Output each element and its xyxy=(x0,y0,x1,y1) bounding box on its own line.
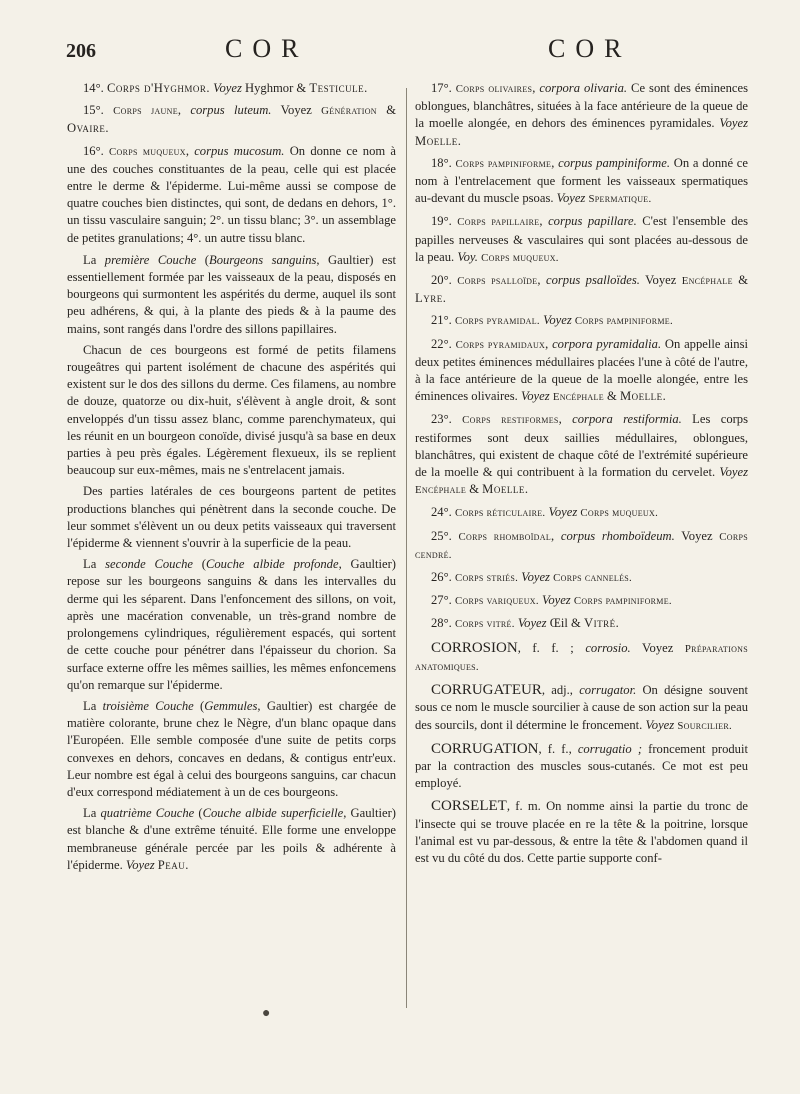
text-run: , xyxy=(185,143,195,158)
text-run: C'est l'ensemble des papilles nerveuses & vasculaires qui sont placées au-dessous de la peau. xyxy=(415,214,749,264)
text-run: , xyxy=(539,214,549,229)
paragraph xyxy=(67,556,396,694)
text-run: Couche albide superficielle xyxy=(202,806,344,821)
paragraph xyxy=(67,252,396,338)
text-run: 14°. xyxy=(83,81,107,95)
text-run: , xyxy=(177,103,191,118)
text-run: Corps d'Hyghmor. xyxy=(106,81,211,95)
text-run: 22°. xyxy=(431,336,456,351)
text-run: 19°. xyxy=(431,214,458,229)
text-run: Voyez xyxy=(213,81,242,95)
text-run: Corps pyramidaux xyxy=(455,338,546,351)
text-run: 25°. xyxy=(431,528,459,543)
text-run: Préparations anatomiques. xyxy=(415,642,748,673)
text-run: Corps papillaire xyxy=(457,216,540,229)
text-run: Voy. xyxy=(457,249,478,264)
text-run: CORROSION xyxy=(431,639,518,656)
numbered-entry xyxy=(415,615,748,633)
text-run: Corps olivaires xyxy=(455,83,533,95)
text-run: Corps striés. xyxy=(454,572,519,585)
text-run: Corps pampiniforme. xyxy=(574,315,673,328)
text-run: Corps pampiniforme. xyxy=(573,595,672,608)
text-run: , Gaultier) repose sur les bourgeons sanguins & dans les intervalles du derme qui les séparent. Dans l'enfoncement des sillons, on voit, après une macération convenable, un très-grand nombre de prolongemens cylindriques, régulièrement espacés, qui sortent de cette couche pour pénétrer dans l'épaisseur du chorion. Sa surface externe offre les mêmes saillies, les mêmes enfoncemens qu'on remarque sur l'épiderme. xyxy=(67,557,396,692)
text-run: Voyez xyxy=(556,191,586,206)
text-run: Moelle. xyxy=(415,133,462,148)
numbered-entry xyxy=(67,80,396,97)
text-run: Œil & xyxy=(546,616,584,631)
text-run: 20°. xyxy=(431,273,458,288)
text-run: corpus mucosum. xyxy=(194,143,285,158)
text-run: Gemmules xyxy=(204,698,258,713)
text-run: Couche albide profonde xyxy=(205,557,339,572)
numbered-entry xyxy=(67,102,396,137)
text-run: Encéphale xyxy=(415,484,467,497)
text-run: 18°. xyxy=(431,155,456,170)
text-run: CORSELET xyxy=(431,798,507,815)
paragraph xyxy=(67,342,396,480)
text-run: corpus rhomboïdeum. xyxy=(560,528,675,543)
text-run: Corps jaune xyxy=(113,105,178,118)
text-run: Corps muqueux xyxy=(109,145,186,158)
text-run: La xyxy=(83,806,101,821)
text-run: Corps pyramidal. xyxy=(454,315,540,328)
text-run: Corps vitré. xyxy=(454,618,515,631)
numbered-entry xyxy=(415,336,748,407)
text-run: La xyxy=(83,698,103,713)
text-run: seconde Couche xyxy=(105,557,193,572)
text-run: ( xyxy=(194,806,203,821)
text-run: ( xyxy=(192,557,206,572)
text-run: , xyxy=(537,273,546,288)
numbered-entry xyxy=(415,272,748,307)
text-run: La xyxy=(83,252,105,267)
text-run: corrugatio ; xyxy=(577,741,643,756)
text-run: , f. f. ; xyxy=(517,640,586,655)
text-run: Corps muqueux. xyxy=(580,507,659,520)
text-run: 27°. xyxy=(431,593,455,608)
text-run: Voyez xyxy=(521,570,550,585)
text-run: corpora restiformia. xyxy=(572,412,682,427)
text-run: La xyxy=(83,557,106,572)
text-run: Moelle. xyxy=(482,482,529,497)
text-run: , Gaultier) est essentiellement formée par les vaisseaux de la peau, disposés en bourgeons qui surmontent les aspérités du derme, auquel ils sont peu adhérens, & qui, à la plante des pieds & à la paume des mains, sont rangés dans l'ordre des sillons papillaires. xyxy=(67,252,396,336)
paragraph xyxy=(67,698,396,801)
text-run: Voyez xyxy=(639,273,682,288)
right-column xyxy=(415,80,748,871)
text-run: Voyez xyxy=(719,116,748,131)
text-run: Sourcilier. xyxy=(677,719,732,732)
running-header xyxy=(0,34,800,68)
running-head-left: COR xyxy=(225,34,309,63)
numbered-entry xyxy=(415,569,748,587)
paragraph xyxy=(67,483,396,552)
text-run: troisième Couche xyxy=(102,698,194,713)
text-run: , xyxy=(532,81,540,95)
text-run: Hyghmor & xyxy=(241,81,310,95)
text-run: corrugator. xyxy=(579,683,637,698)
text-run: quatrième Couche xyxy=(100,806,195,821)
numbered-entry xyxy=(415,504,748,522)
text-run: 17°. xyxy=(431,81,456,95)
text-run: Peau. xyxy=(157,857,189,872)
text-run: , Gaultier) est chargée de matière colorante, brune chez le Nègre, d'un blanc opaque dans l'Européen. Elle semble composée d'une suite de petits corps convexes en dehors, concaves en dedans, & contigus entr'eux. Leur nombre est égal à celui des bourgeons sanguins, car chacun d'eux correspond médiatement à un de ces bourgeons. xyxy=(67,698,396,799)
numbered-entry xyxy=(415,80,748,150)
numbered-entry xyxy=(415,411,748,499)
headword-entry xyxy=(415,741,748,793)
text-run: première Couche xyxy=(104,252,197,267)
text-run: corpora pyramidalia. xyxy=(552,336,662,351)
numbered-entry xyxy=(415,592,748,610)
text-run: 28°. xyxy=(431,616,455,631)
text-run: Corps muqueux. xyxy=(481,251,559,264)
numbered-entry xyxy=(415,213,748,267)
numbered-entry xyxy=(67,143,396,247)
text-run: & xyxy=(376,103,397,118)
text-run: Voyez xyxy=(674,528,720,543)
ink-speck: ● xyxy=(262,1006,271,1021)
text-run: Spermatique. xyxy=(588,193,652,206)
text-run: Corps cannelés. xyxy=(553,572,633,585)
page-number: 206 xyxy=(66,40,96,62)
text-run: , f. f., xyxy=(538,741,578,756)
text-run: , xyxy=(558,412,573,427)
text-run: , Gaultier) est blanche & d'une extrême ténuité. Elle forme une enveloppe membraneuse générale percée par les poils & adhérente à l'épiderme. xyxy=(67,806,396,872)
text-run: 24°. xyxy=(431,505,455,520)
text-run: 23°. xyxy=(431,412,463,427)
text-run: Lyre. xyxy=(415,291,447,306)
text-run: Testicule. xyxy=(309,81,368,95)
text-run: Ce sont des éminences oblongues, blanchâtres, situées à la face antérieure de la queue de la moelle alongée, en dehors des éminences pyramidales. xyxy=(415,81,748,131)
text-run: Corps psalloïde xyxy=(457,275,538,288)
text-run: Des parties latérales de ces bourgeons partent de petites productions blanches qui pénètrent dans la seconde couche. De leur sommet s'élèvent un ou deux petits vaisseaux qui traversent l'épiderme & viennent s'ouvrir à la superficie de la peau. xyxy=(67,484,396,551)
running-head-right: COR xyxy=(548,34,632,63)
text-run: Ovaire. xyxy=(67,121,110,136)
text-run: , xyxy=(551,528,561,543)
text-run: Les corps restiformes sont deux saillies médullaires, oblongues, blanchâtres, qui existent de chaque côté de l'extrémité supérieure de la moelle & qui contribuent à la formation du cervelet. xyxy=(415,412,749,480)
text-run: Chacun de ces bourgeons est formé de petits filamens rougeâtres qui partent isolément de chacune des aspérités qui existent sur le dos des sillons du derme. Ces filamens, au nombre de douze, quatorze ou dix-huit, s'élèvent à angle droit, & sont enveloppés d'un tissu assez blanc, comme parenchymateux, qui les réunit en un bourgeon conoïde, divisé jusqu'à sa base en deux parties à peu près égales. Légèrement flexueux, ils se replient beaucoup sur eux-mêmes, mais ne s'entrelacent jamais. xyxy=(67,342,396,478)
headword-entry xyxy=(415,682,748,735)
text-run: Voyez xyxy=(517,616,547,631)
left-column xyxy=(67,80,396,878)
text-run: Voyez xyxy=(719,465,748,480)
text-run: Corps réticulaire. xyxy=(454,507,546,520)
text-run: corpus luteum. xyxy=(190,103,272,118)
text-run: corrosio. xyxy=(585,640,631,655)
text-run: ( xyxy=(193,698,205,713)
text-run: froncement produit par la contraction des muscles sous-cutanés. Ce mot est peu employé. xyxy=(415,741,748,791)
text-run: Vitré. xyxy=(583,616,620,631)
text-run: , xyxy=(551,155,559,170)
text-run: corpora olivaria. xyxy=(539,81,628,95)
text-run: Corps cendré. xyxy=(415,530,748,561)
text-run: Voyez xyxy=(543,313,572,328)
text-run: Corps rhomboïdal xyxy=(458,530,552,543)
text-run: Bourgeons sanguins xyxy=(209,252,317,267)
text-run: Voyez xyxy=(548,505,578,520)
text-run: 16°. xyxy=(83,143,110,158)
text-run: Encéphale xyxy=(681,275,733,288)
text-run: corpus psalloïdes. xyxy=(545,273,640,288)
text-run: Moelle. xyxy=(619,389,667,404)
text-run: & xyxy=(466,482,483,497)
text-run: & xyxy=(732,273,749,288)
text-run: , xyxy=(545,336,553,351)
text-run: On appelle ainsi deux petites éminences médullaires placées l'une à côté de l'autre, à la face antérieure de la queue de la moelle alongée, entre les éminences olivaires. xyxy=(415,336,748,404)
text-run: 21°. xyxy=(431,313,455,328)
text-run: ( xyxy=(196,252,209,267)
text-run: On désigne souvent sous ce nom le muscle sourcilier à cause de son action sur la peau des sourcils, dont il détermine le froncement. xyxy=(415,683,748,732)
text-run: Génération xyxy=(321,105,377,118)
headword-entry xyxy=(415,798,748,867)
numbered-entry xyxy=(415,155,748,209)
text-run: CORRUGATION xyxy=(431,740,539,757)
text-run: Encéphale xyxy=(552,391,604,404)
text-run: Corps restiformes xyxy=(462,414,559,427)
numbered-entry xyxy=(415,312,748,330)
text-run: On a donné ce nom à l'entrelacement que forment les vaisseaux spermatiques au-devant du muscle psoas. xyxy=(415,155,748,206)
headword-entry xyxy=(415,640,748,676)
text-run: CORRUGATEUR xyxy=(431,682,542,699)
text-run: Corps variqueux. xyxy=(454,595,539,608)
text-run: 15°. xyxy=(83,103,114,118)
text-run: Voyez xyxy=(271,103,322,118)
text-run: Voyez xyxy=(125,857,155,872)
text-run: Voyez xyxy=(520,389,550,404)
text-run: Voyez xyxy=(630,640,685,655)
paragraph xyxy=(67,805,396,874)
text-run: Voyez xyxy=(542,593,571,608)
text-run: On donne ce nom à une des couches constituantes de la peau, celle qui est placée entre le derme & l'épiderme. Lui-même aussi se compose de quatre couches bien distinctes, qui sont, de dedans en dehors, 1°. un tissu vasculaire sanguin; 2°. un tissu blanc; 3°. un assemblage de petites granulations; 4°. un autre tissu blanc. xyxy=(67,143,396,245)
text-run: & xyxy=(603,389,620,404)
text-run: Corps pampiniforme xyxy=(455,157,552,170)
text-run: , f. m. On nomme ainsi la partie du tronc de l'insecte qui se trouve placée en re la tête & la poitrine, lorsque l'animal est vu par-dessous, & entre la tête & l'abdomen quand il est vu du côté du dos. Cette partie supporte conf- xyxy=(415,799,748,865)
text-run: 26°. xyxy=(431,570,455,585)
text-run: corpus pampiniforme. xyxy=(558,155,670,170)
numbered-entry xyxy=(415,528,748,564)
text-run: Voyez xyxy=(645,717,675,732)
text-run: corpus papillare. xyxy=(548,214,637,229)
column-rule xyxy=(406,88,407,1008)
text-run: , adj., xyxy=(541,683,580,698)
